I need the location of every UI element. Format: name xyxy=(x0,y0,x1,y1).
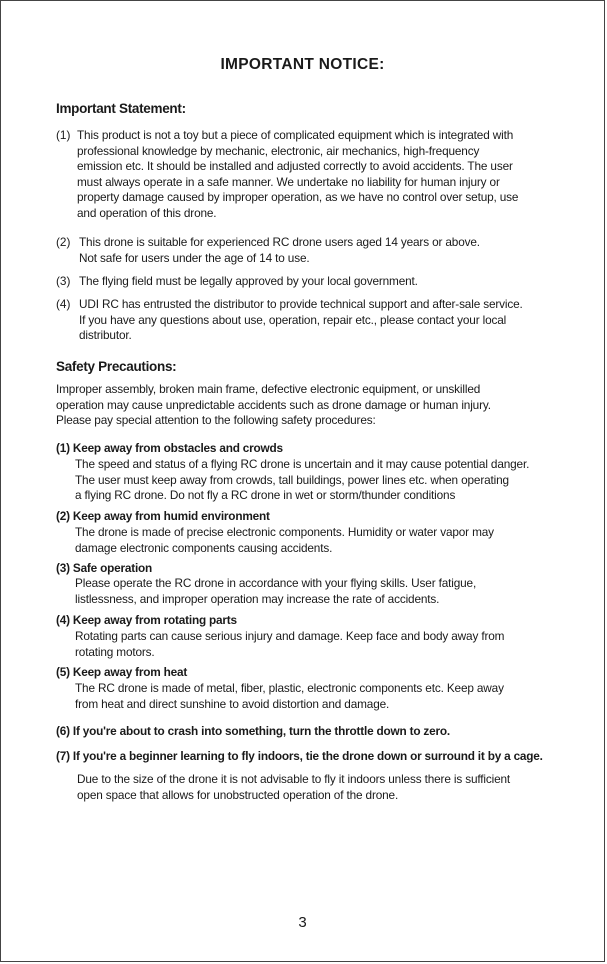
statement-3-text: The flying field must be legally approved by your local government. xyxy=(79,274,418,288)
safety-intro-text: Improper assembly, broken main frame, defective electronic equipment, or unskilled operation may cause unpredictable accidents such as drone damage or human injury. Please pay special attention to the following safety procedures: xyxy=(56,382,491,427)
statement-2-number: (2) xyxy=(56,235,71,249)
page-number: 3 xyxy=(298,914,307,931)
safety-item-1-title: (1) Keep away from obstacles and crowds xyxy=(56,441,283,455)
safety-item-6-title: (6) If you're about to crash into something, turn the throttle down to zero. xyxy=(56,724,450,738)
statement-2-text: This drone is suitable for experienced RC drone users aged 14 years or above. Not safe for users under the age of 14 to use. xyxy=(79,235,480,265)
statement-1-text: This product is not a toy but a piece of complicated equipment which is integrated with professional knowledge by mechanic, electronic, air mechanics, high-frequency emission etc. It should be installed and adjusted correctly to avoid accidents. The user must always operate in a safe manner. We undertake no liability for human injury or property damage caused by improper operation, as we have no control over setup, use and operation of this drone. xyxy=(77,128,519,220)
safety-item-7-text: Due to the size of the drone it is not advisable to fly it indoors unless there is sufficient open space that allows for unobstructed operation of the drone. xyxy=(77,772,511,802)
page-title: IMPORTANT NOTICE: xyxy=(220,56,385,73)
safety-item-5-text: The RC drone is made of metal, fiber, plastic, electronic components etc. Keep away from heat and direct sunshine to avoid distortion and damage. xyxy=(75,681,504,711)
safety-item-4-text: Rotating parts can cause serious injury and damage. Keep face and body away from rotating motors. xyxy=(75,629,505,659)
statement-3-number: (3) xyxy=(56,274,71,288)
safety-item-1-text: The speed and status of a flying RC drone is uncertain and it may cause potential danger. The user must keep away from crowds, tall buildings, power lines etc. when operating a flying RC drone. Do not fly a RC drone in wet or storm/thunder conditions xyxy=(75,457,530,502)
safety-item-5-title: (5) Keep away from heat xyxy=(56,665,188,679)
statement-4-text: UDI RC has entrusted the distributor to provide technical support and after-sale service. If you have any questions about use, operation, repair etc., please contact your local distributor. xyxy=(79,297,523,342)
statement-1-number: (1) xyxy=(56,128,71,142)
important-statement-heading: Important Statement: xyxy=(56,101,186,116)
safety-item-2-text: The drone is made of precise electronic components. Humidity or water vapor may damage electronic components causing accidents. xyxy=(75,525,494,555)
safety-item-3-text: Please operate the RC drone in accordance with your flying skills. User fatigue, listlessness, and improper operation may increase the rate of accidents. xyxy=(75,576,477,606)
safety-item-2-title: (2) Keep away from humid environment xyxy=(56,509,270,523)
safety-item-4-title: (4) Keep away from rotating parts xyxy=(56,613,237,627)
safety-item-7-title: (7) If you're a beginner learning to fly indoors, tie the drone down or surround it by a cage. xyxy=(56,749,543,763)
safety-precautions-heading: Safety Precautions: xyxy=(56,359,177,374)
statement-4-number: (4) xyxy=(56,297,71,311)
safety-item-3-title: (3) Safe operation xyxy=(56,561,153,575)
